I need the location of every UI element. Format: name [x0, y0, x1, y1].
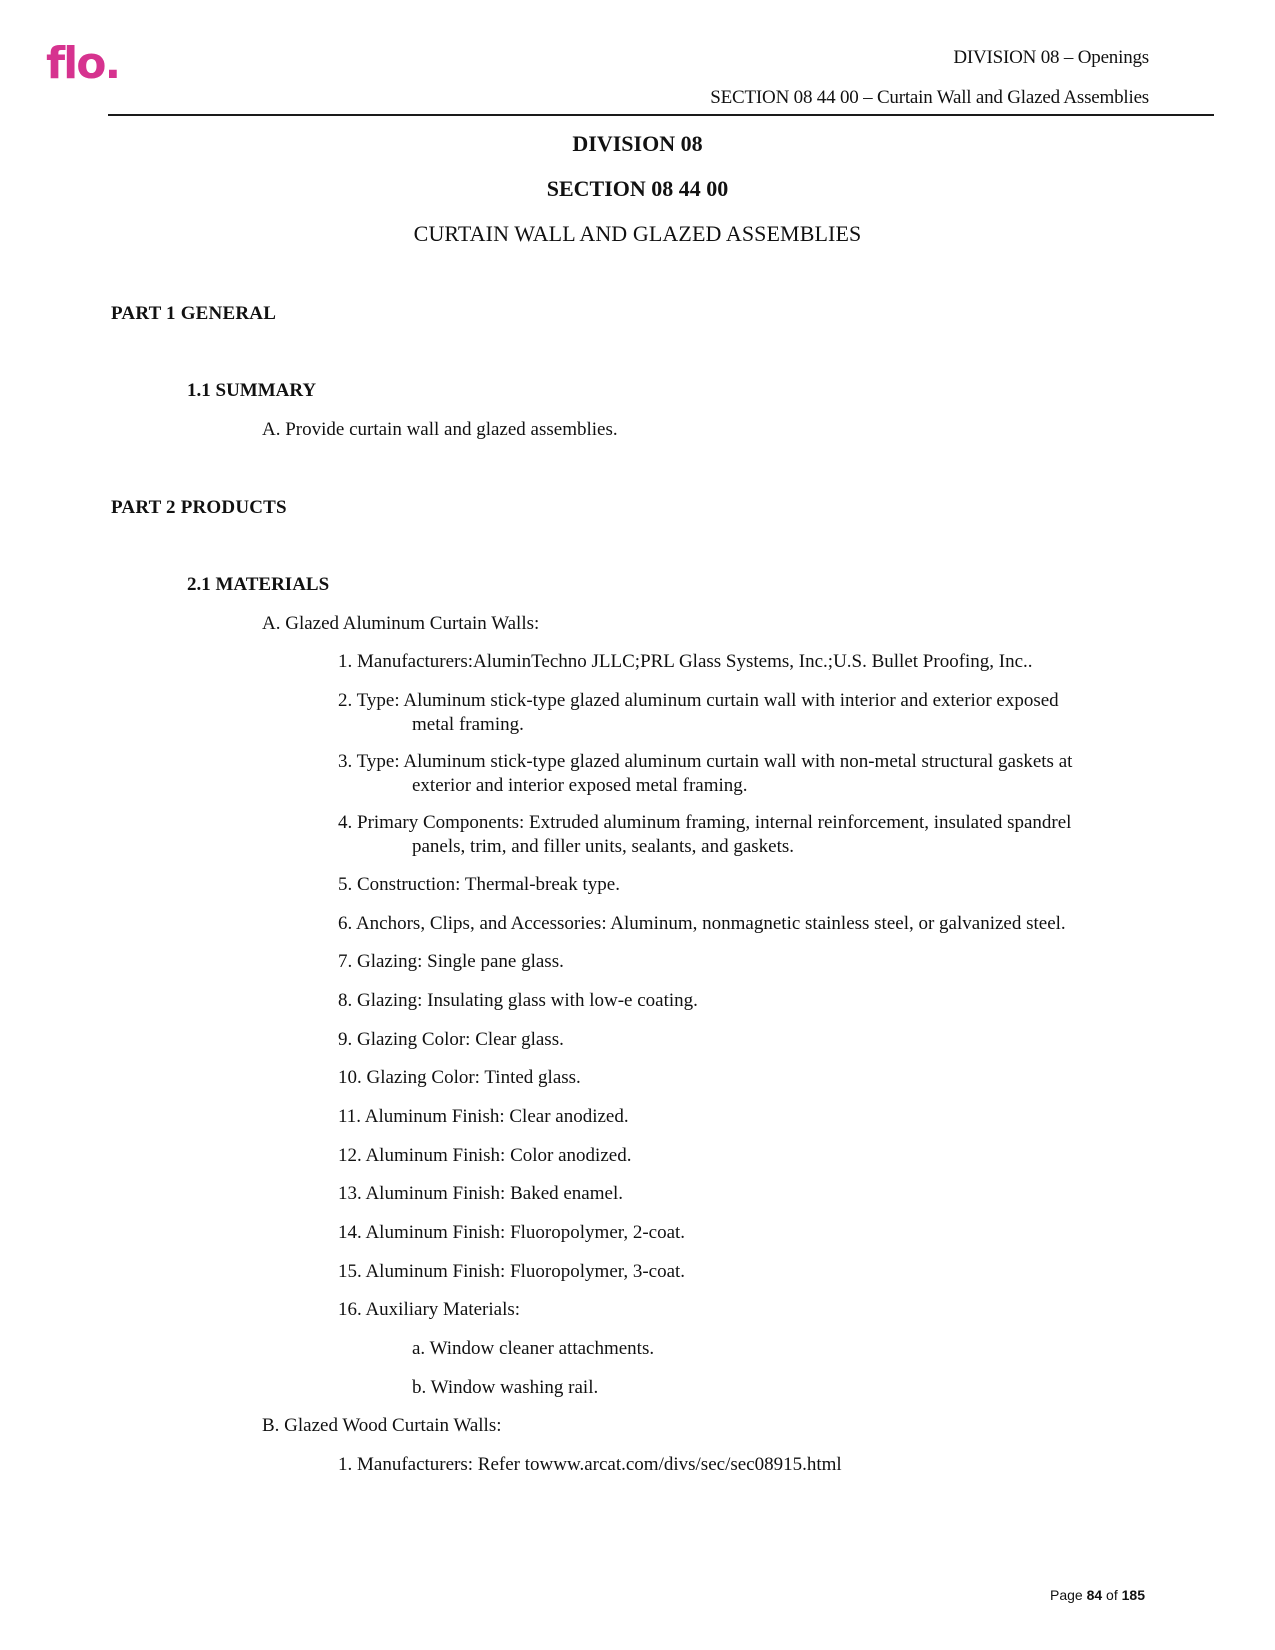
list-item — [338, 811, 1071, 859]
sub-list-item: a. Window cleaner attachments. — [412, 1338, 655, 1359]
section-title: SECTION 08 44 00 — [546, 176, 729, 201]
list-item-continuation: panels, trim, and filler units, sealants, and gaskets. — [412, 836, 795, 857]
list-item: 1. Manufacturers:AluminTechno JLLC;PRL Glass Systems, Inc.;U.S. Bullet Proofing, Inc.. — [338, 651, 1033, 672]
page-current: 84 — [1086, 1587, 1103, 1603]
page-prefix: Page — [1050, 1587, 1087, 1603]
list-item: 6. Anchors, Clips, and Accessories: Aluminum, nonmagnetic stainless steel, or galvanized steel. — [338, 913, 1066, 934]
list-item-line: 2. Type: Aluminum stick-type glazed aluminum curtain wall with interior and exterior exposed — [338, 690, 1059, 711]
list-item: 13. Aluminum Finish: Baked enamel. — [338, 1183, 623, 1204]
list-item-continuation: exterior and interior exposed metal framing. — [412, 775, 748, 796]
materials-b-heading: B. Glazed Wood Curtain Walls: — [262, 1415, 502, 1436]
list-item — [338, 689, 1059, 737]
page-total: 185 — [1121, 1587, 1145, 1603]
list-item-continuation: metal framing. — [412, 714, 524, 735]
part2-heading: PART 2 PRODUCTS — [111, 497, 287, 518]
division-title: DIVISION 08 — [572, 131, 703, 156]
summary-item-a: A. Provide curtain wall and glazed assemblies. — [262, 419, 618, 440]
list-item: 16. Auxiliary Materials: — [338, 1299, 521, 1320]
list-item: 15. Aluminum Finish: Fluoropolymer, 3-coat. — [338, 1261, 686, 1282]
materials-heading: 2.1 MATERIALS — [187, 574, 330, 595]
list-item — [338, 750, 1072, 798]
list-item: 10. Glazing Color: Tinted glass. — [338, 1067, 581, 1088]
list-item: 14. Aluminum Finish: Fluoropolymer, 2-coat. — [338, 1222, 686, 1243]
logo-text: flo. — [46, 38, 120, 89]
part1-heading: PART 1 GENERAL — [111, 303, 277, 324]
list-item: 7. Glazing: Single pane glass. — [338, 951, 564, 972]
sub-list-item: b. Window washing rail. — [412, 1377, 599, 1398]
page-mid: of — [1102, 1587, 1122, 1603]
header-rule — [108, 114, 1214, 116]
list-item: 8. Glazing: Insulating glass with low-e coating. — [338, 990, 698, 1011]
list-item: 9. Glazing Color: Clear glass. — [338, 1029, 564, 1050]
flo-logo — [46, 38, 142, 90]
header-division: DIVISION 08 – Openings — [953, 47, 1149, 68]
summary-heading: 1.1 SUMMARY — [187, 380, 317, 401]
list-item: 1. Manufacturers: Refer towww.arcat.com/divs/sec/sec08915.html — [338, 1454, 842, 1475]
page-number — [1050, 1586, 1145, 1604]
header-section: SECTION 08 44 00 – Curtain Wall and Glazed Assemblies — [710, 87, 1149, 108]
list-item: 12. Aluminum Finish: Color anodized. — [338, 1145, 632, 1166]
list-item-line: 3. Type: Aluminum stick-type glazed aluminum curtain wall with non-metal structural gaskets at — [338, 751, 1073, 772]
list-item-line: 4. Primary Components: Extruded aluminum framing, internal reinforcement, insulated spandrel — [338, 812, 1072, 833]
materials-a-heading: A. Glazed Aluminum Curtain Walls: — [262, 613, 540, 634]
section-name: CURTAIN WALL AND GLAZED ASSEMBLIES — [413, 221, 862, 246]
list-item: 5. Construction: Thermal-break type. — [338, 874, 620, 895]
list-item: 11. Aluminum Finish: Clear anodized. — [338, 1106, 629, 1127]
